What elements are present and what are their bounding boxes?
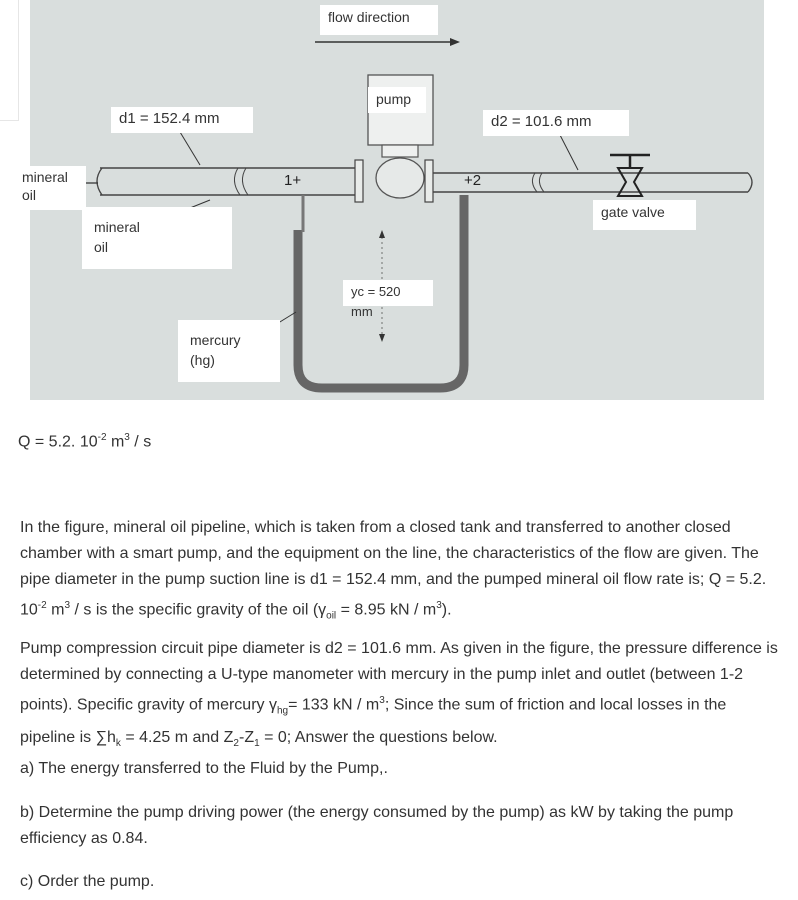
- p1-end: = 8.95 kN / m: [336, 601, 437, 619]
- left-margin-strip: [0, 0, 19, 121]
- flow-rate-prefix: Q = 5.2. 10: [18, 433, 98, 451]
- suction-pipe: [97, 168, 355, 195]
- p2-c: ; Since the sum of friction and local losses in the pipeline is ∑h: [20, 696, 727, 746]
- flow-rate-exp1: -2: [97, 432, 107, 443]
- mineral-oil-manometer-line1: mineral: [94, 219, 140, 235]
- p2-d: = 4.25 m and Z: [120, 728, 234, 746]
- flow-rate-exp2: 3: [124, 432, 130, 443]
- p2-c-sub: k: [115, 737, 121, 749]
- d1-label: d1 = 152.4 mm: [111, 107, 253, 133]
- p1-gamma-sub: oil: [326, 610, 337, 622]
- p2-a: Pump compression circuit pipe diameter is d2 = 101.6 mm. As given in the figure, the pressure difference is determined by connecting a U-type manometer with mercury in the pump inlet and outlet (between 1-2 points). Specific gravity of mercury: [20, 640, 778, 714]
- question-c: c) Order the pump.: [20, 873, 155, 890]
- p2-b-exp: 3: [379, 695, 385, 706]
- yc-label: yc = 520 mm: [343, 280, 433, 306]
- question-b: b) Determine the pump driving power (the energy consumed by the pump) as kW by taking the pump efficiency as 0.84.: [20, 804, 734, 847]
- p1-tail: / s is the specific gravity of the oil (: [70, 601, 319, 619]
- point-2-label: +2: [464, 172, 482, 189]
- p1-close: ).: [441, 601, 452, 619]
- d1-leader: [180, 132, 200, 165]
- mineral-oil-inlet-label: [16, 166, 86, 210]
- pump-housing: [376, 158, 424, 198]
- p1-end-exp: 3: [436, 600, 442, 611]
- problem-paragraph-1: [20, 515, 785, 630]
- p2-e: -Z: [238, 728, 255, 746]
- flow-rate-formula: [18, 432, 151, 451]
- p2-f: = 0; Answer the questions below.: [259, 728, 498, 746]
- mineral-oil-manometer-line2: oil: [94, 239, 109, 255]
- mercury-line1: mercury: [190, 332, 241, 348]
- d2-label: d2 = 101.6 mm: [483, 110, 629, 136]
- p1-text: In the figure, mineral oil pipeline, which is taken from a closed tank and transferred to another closed chamber with a smart pump, and the equipment on the line, the characteristics of the flow are given. The pipe diameter in the pump suction line is d1 = 152.4 mm, and the pumped mineral oil flow rate is; Q = 5.2. 10: [20, 519, 767, 619]
- gate-valve-label: gate valve: [593, 200, 696, 230]
- p1-exp2: 3: [64, 600, 71, 611]
- p1-mid: m: [46, 601, 65, 619]
- d2-leader: [560, 135, 578, 170]
- p1-gamma: γ: [318, 601, 327, 619]
- mercury-line2: (hg): [190, 352, 215, 368]
- mineral-oil-inlet-line1: mineral: [22, 169, 68, 185]
- p2-b: = 133 kN / m: [288, 696, 380, 714]
- flow-rate-suffix: / s: [129, 433, 152, 451]
- p2-gamma-sub: hg: [276, 705, 289, 717]
- p2-d-sub: 2: [233, 737, 239, 749]
- p1-exp1: -2: [37, 600, 47, 611]
- pump-label: pump: [368, 87, 426, 113]
- inlet-flange: [355, 160, 363, 202]
- problem-paragraph-2: [20, 636, 785, 757]
- mineral-oil-inlet-line2: oil: [22, 187, 37, 203]
- p2-e-sub: 1: [254, 737, 260, 749]
- gate-valve-symbol: [610, 155, 650, 196]
- pump-coupling: [382, 145, 418, 157]
- flow-rate-unit: m: [106, 433, 125, 451]
- outlet-flange: [425, 160, 433, 202]
- flow-direction-label: flow direction: [320, 5, 438, 35]
- point-1-label: 1+: [284, 172, 302, 189]
- flow-direction-arrow: [315, 38, 460, 46]
- mineral-oil-manometer-label: [82, 207, 232, 269]
- mercury-label: [178, 320, 280, 382]
- p2-gamma: γ: [268, 696, 277, 714]
- question-a: a) The energy transferred to the Fluid by the Pump,.: [20, 760, 388, 777]
